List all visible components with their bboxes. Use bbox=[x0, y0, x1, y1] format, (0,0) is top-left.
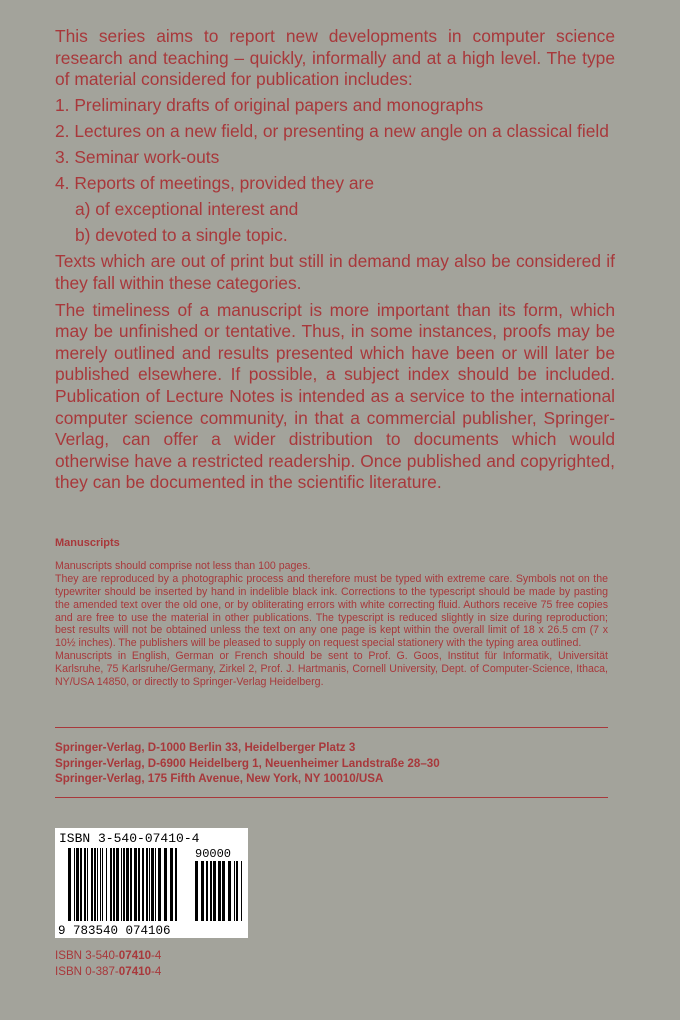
barcode-bar bbox=[146, 848, 148, 921]
divider bbox=[55, 797, 608, 798]
barcode-bar bbox=[241, 861, 242, 921]
barcode-bar bbox=[80, 848, 82, 921]
barcode-isbn-label: ISBN 3-540-07410-4 bbox=[59, 831, 200, 846]
isbn-line bbox=[55, 948, 161, 964]
publisher-addresses bbox=[55, 740, 608, 787]
barcode-ean-digits: 9 783540 074106 bbox=[58, 924, 171, 938]
address-line: Springer-Verlag, 175 Fifth Avenue, New York, NY 10010/USA bbox=[55, 772, 384, 785]
manuscripts-section bbox=[55, 537, 608, 689]
barcode-bar bbox=[100, 848, 101, 921]
barcode-addon-bars bbox=[195, 861, 242, 921]
barcode-bar bbox=[134, 848, 137, 921]
barcode-bar bbox=[113, 848, 115, 921]
list-item: 3. Seminar work-outs bbox=[55, 146, 220, 167]
barcode-bar bbox=[228, 861, 231, 921]
barcode-bar bbox=[195, 861, 198, 921]
barcode-bar bbox=[91, 848, 93, 921]
barcode-bar bbox=[94, 848, 96, 921]
isbn-bold: 07410 bbox=[118, 965, 152, 978]
isbn-bold: 07410 bbox=[118, 949, 152, 962]
material-list bbox=[55, 95, 615, 195]
barcode-bar bbox=[68, 848, 71, 921]
barcode-addon-digits: 90000 bbox=[195, 847, 232, 861]
out-of-print-paragraph: Texts which are out of print but still in demand may also be considered if they fall within these categories. bbox=[55, 251, 615, 293]
barcode-bar bbox=[201, 861, 204, 921]
meeting-conditions-list bbox=[75, 199, 615, 247]
address-line: Springer-Verlag, D-6900 Heidelberg 1, Neuenheimer Landstraße 28–30 bbox=[55, 756, 440, 770]
isbn-suffix: -4 bbox=[151, 965, 162, 978]
list-item: 4. Reports of meetings, provided they are bbox=[55, 173, 375, 194]
barcode-bar bbox=[234, 861, 235, 921]
barcode bbox=[55, 828, 248, 938]
barcode-bar bbox=[116, 848, 119, 921]
intro-paragraph: This series aims to report new developments in computer science research and teaching – quickly, informally and at a high level. The type of material considered for publication includes: bbox=[55, 26, 615, 90]
barcode-bar bbox=[155, 848, 156, 921]
barcode-bars bbox=[68, 848, 177, 921]
isbn-list bbox=[55, 948, 161, 980]
list-item: 2. Lectures on a new field, or presenting a new angle on a classical field bbox=[55, 120, 609, 141]
list-item: a) of exceptional interest and bbox=[75, 199, 299, 220]
address-line: Springer-Verlag, D-1000 Berlin 33, Heidelberger Platz 3 bbox=[55, 741, 356, 754]
barcode-bar bbox=[84, 848, 86, 921]
barcode-bar bbox=[175, 848, 177, 921]
barcode-bar bbox=[138, 848, 140, 921]
barcode-graphic bbox=[55, 828, 248, 938]
divider bbox=[55, 727, 608, 728]
barcode-bar bbox=[210, 861, 212, 921]
list-item: b) devoted to a single topic. bbox=[75, 225, 288, 246]
barcode-bar bbox=[206, 861, 208, 921]
list-item: 1. Preliminary drafts of original papers and monographs bbox=[55, 94, 484, 115]
barcode-bar bbox=[164, 848, 167, 921]
barcode-bar bbox=[236, 861, 238, 921]
manuscripts-line: They are reproduced by a photographic process and therefore must be typed with extreme care. Symbols not on the typewriter should be inserted by hand in indelible black ink. Corrections to the typescript should be made by pasting the amended text over the old one, or by obliterating errors with white correcting fluid. Authors receive 75 free copies and are free to use the material in other publications. The typescript is reduced slightly in size during reproduction; best results will not be obtained unless the text on any one page is kept within the overall limit of 18 x 26.5 cm (7 x 10½ inches). The publishers will be pleased to supply on request special stationery with the typing area outlined. bbox=[55, 572, 608, 650]
barcode-bar bbox=[87, 848, 88, 921]
barcode-bar bbox=[74, 848, 75, 921]
barcode-bar bbox=[142, 848, 144, 921]
barcode-bar bbox=[158, 848, 161, 921]
isbn-suffix: -4 bbox=[151, 949, 162, 962]
barcode-bar bbox=[121, 848, 122, 921]
manuscripts-line: Manuscripts in English, German or French should be sent to Prof. G. Goos, Institut für Informatik, Universität Karlsruhe, 75 Karlsruhe/Germany, Zirkel 2, Prof. J. Hartmanis, Cornell University, Dept. of Computer-Science, Ithaca, NY/USA 14850, or directly to Springer-Verlag Heidelberg. bbox=[55, 650, 608, 689]
barcode-bar bbox=[97, 848, 98, 921]
barcode-bar bbox=[110, 848, 112, 921]
barcode-bar bbox=[222, 861, 225, 921]
barcode-bar bbox=[123, 848, 125, 921]
isbn-prefix: ISBN 0-387- bbox=[55, 965, 119, 978]
barcode-bar bbox=[76, 848, 79, 921]
barcode-bar bbox=[130, 848, 132, 921]
barcode-bar bbox=[151, 848, 154, 921]
timeliness-paragraph: The timeliness of a manuscript is more important than its form, which may be unfinished or tentative. Thus, in some instances, proofs may be merely outlined and results presented which have been or will later be published elsewhere. If possible, a subject index should be included. Publication of Lecture Notes is intended as a service to the international computer science community, in that a commercial publisher, Springer-Verlag, can offer a wider distribution to documents which would otherwise have a restricted readership. Once published and copyrighted, they can be documented in the scientific literature. bbox=[55, 299, 615, 493]
isbn-prefix: ISBN 3-540- bbox=[55, 949, 119, 962]
barcode-bar bbox=[102, 848, 103, 921]
barcode-bar bbox=[218, 861, 221, 921]
manuscripts-heading: Manuscripts bbox=[55, 537, 120, 549]
barcode-bar bbox=[170, 848, 173, 921]
series-description bbox=[55, 26, 615, 494]
barcode-bar bbox=[126, 848, 129, 921]
barcode-bar bbox=[213, 861, 216, 921]
isbn-line bbox=[55, 964, 161, 980]
manuscripts-line: Manuscripts should comprise not less than 100 pages. bbox=[55, 559, 311, 572]
barcode-bar bbox=[149, 848, 150, 921]
barcode-bar bbox=[106, 848, 107, 921]
